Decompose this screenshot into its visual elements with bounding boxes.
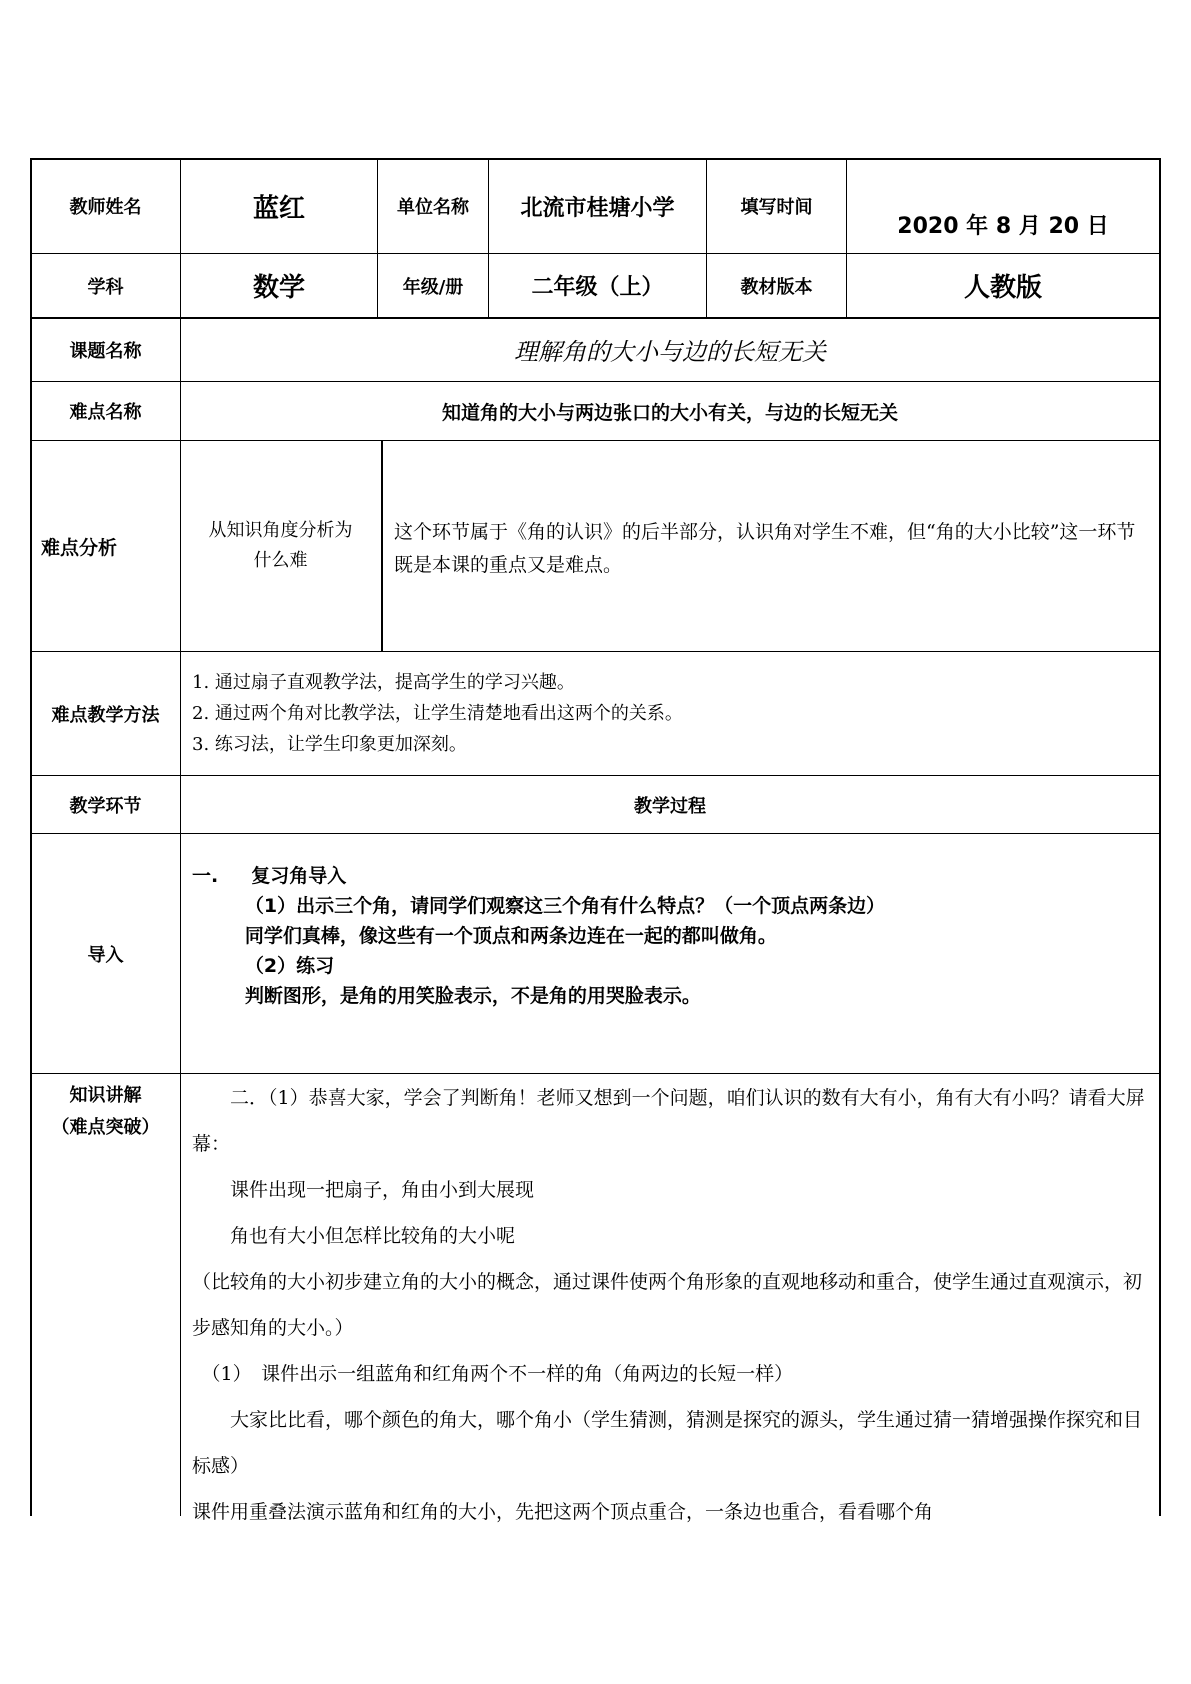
difficulty-label: 难点名称 bbox=[69, 402, 142, 423]
knowledge-content bbox=[192, 1075, 1150, 1535]
analysis-sublabel-line2: 什么难 bbox=[253, 550, 308, 571]
knowledge-paragraph: （比较角的大小初步建立角的大小的概念，通过课件使两个角形象的直观地移动和重合，使学生通过直观演示，初步感知角的大小。） bbox=[192, 1271, 1143, 1339]
difficulty-value: 知道角的大小与两边张口的大小有关，与边的长短无关 bbox=[441, 401, 898, 424]
methods-item: 1. 通过扇子直观教学法，提高学生的学习兴趣。 bbox=[192, 672, 575, 693]
knowledge-paragraph: 二．（1）恭喜大家，学会了判断角！老师又想到一个问题，咱们认识的数有大有小，角有大有小吗？请看大屏幕： bbox=[192, 1087, 1145, 1155]
intro-line: 一. 复习角导入 bbox=[192, 865, 347, 887]
topic-value: 理解角的大小与边的长短无关 bbox=[514, 338, 826, 366]
knowledge-paragraph: （1） 课件出示一组蓝角和红角两个不一样的角（角两边的长短一样） bbox=[192, 1363, 794, 1385]
row-sep bbox=[30, 833, 1160, 834]
intro-content bbox=[192, 861, 1142, 1011]
col-sep bbox=[381, 440, 383, 651]
intro-label: 导入 bbox=[87, 944, 124, 966]
analysis-sublabel-line1: 从知识角度分析为 bbox=[208, 520, 353, 541]
methods-list bbox=[192, 667, 1142, 760]
teacher-label: 教师姓名 bbox=[69, 197, 142, 218]
knowledge-paragraph: 课件用重叠法演示蓝角和红角的大小，先把这两个顶点重合，一条边也重合，看看哪个角 bbox=[192, 1501, 934, 1523]
intro-line: （2）练习 bbox=[192, 955, 335, 977]
knowledge-paragraph: 角也有大小但怎样比较角的大小呢 bbox=[192, 1225, 516, 1247]
intro-line: 同学们真棒，像这些有一个顶点和两条边连在一起的都叫做角。 bbox=[192, 925, 777, 947]
knowledge-label-line1: 知识讲解 bbox=[69, 1085, 142, 1106]
methods-item: 3. 练习法，让学生印象更加深刻。 bbox=[192, 734, 467, 755]
knowledge-label-line2: （难点突破） bbox=[51, 1117, 160, 1138]
analysis-text: 这个环节属于《角的认识》的后半部分，认识角对学生不难，但“角的大小比较”这一环节既是本课的重点又是难点。 bbox=[394, 521, 1136, 576]
knowledge-label bbox=[31, 1080, 180, 1144]
edition-label: 教材版本 bbox=[740, 276, 813, 298]
unit-label: 单位名称 bbox=[397, 197, 469, 218]
subject-value: 数学 bbox=[252, 273, 305, 303]
intro-line: 判断图形，是角的用笑脸表示，不是角的用哭脸表示。 bbox=[192, 985, 701, 1007]
unit-value: 北流市桂塘小学 bbox=[520, 195, 675, 221]
table-right-border bbox=[1159, 158, 1161, 1516]
analysis-label: 难点分析 bbox=[41, 536, 118, 559]
process-header: 教学过程 bbox=[634, 795, 706, 817]
date-label: 填写时间 bbox=[740, 197, 813, 218]
knowledge-paragraph: 大家比比看，哪个颜色的角大，哪个角小（学生猜测，猜测是探究的源头，学生通过猜一猜增强操作探究和目标感） bbox=[192, 1409, 1143, 1477]
stage-header: 教学环节 bbox=[69, 795, 142, 817]
grade-label: 年级/册 bbox=[402, 276, 464, 298]
knowledge-paragraph: 课件出现一把扇子，角由小到大展现 bbox=[192, 1179, 535, 1201]
topic-label: 课题名称 bbox=[69, 340, 142, 362]
analysis-sublabel bbox=[181, 441, 380, 651]
grade-value: 二年级（上） bbox=[531, 275, 664, 300]
row-sep bbox=[30, 651, 1160, 652]
intro-line: （1）出示三个角，请同学们观察这三个角有什么特点？（一个顶点两条边） bbox=[192, 895, 886, 917]
date-value: 2020 年 8 月 20 日 bbox=[897, 213, 1109, 239]
edition-value: 人教版 bbox=[963, 273, 1042, 303]
methods-label: 难点教学方法 bbox=[51, 704, 160, 726]
row-sep bbox=[30, 1073, 1160, 1074]
subject-label: 学科 bbox=[87, 276, 124, 298]
teacher-value: 蓝红 bbox=[252, 193, 305, 224]
methods-item: 2. 通过两个角对比教学法，让学生清楚地看出这两个的关系。 bbox=[192, 703, 683, 724]
